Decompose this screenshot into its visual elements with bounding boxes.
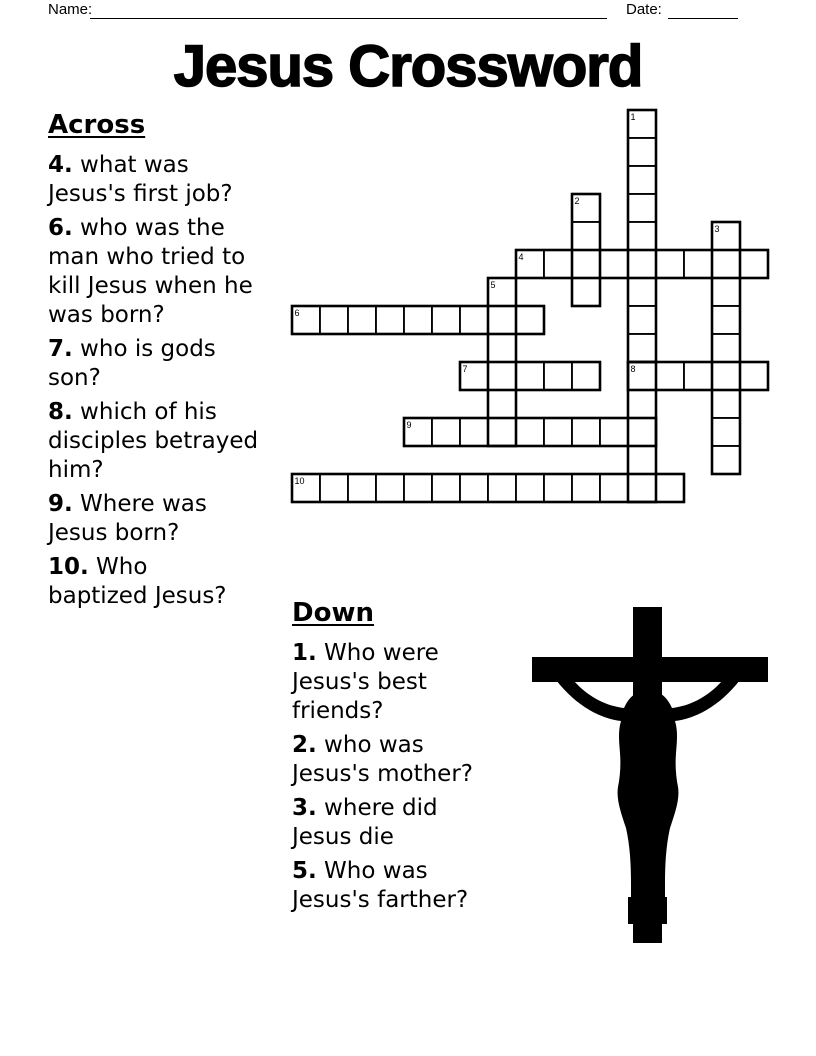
grid-cell	[348, 474, 376, 502]
grid-cell	[348, 306, 376, 334]
cell-number: 8	[630, 364, 636, 374]
grid-cell	[516, 474, 544, 502]
clue-number: 10.	[48, 554, 89, 580]
grid-cell	[404, 306, 432, 334]
grid-cell	[432, 474, 460, 502]
grid-cell	[516, 418, 544, 446]
grid-cell	[628, 334, 656, 362]
clue-number: 2.	[292, 732, 317, 758]
grid-cell	[516, 306, 544, 334]
clue-6: 6. who was the man who tried to kill Jesus when he was born?	[48, 215, 253, 328]
grid-cell	[544, 362, 572, 390]
clue-number: 1.	[292, 640, 317, 666]
grid-cell	[684, 362, 712, 390]
grid-cell	[628, 250, 656, 278]
grid-cell	[460, 474, 488, 502]
grid-cell	[488, 306, 516, 334]
grid-cell	[712, 418, 740, 446]
grid-cell	[488, 362, 516, 390]
grid-cell	[572, 250, 600, 278]
cell-number: 3	[714, 224, 720, 234]
cell-number: 1	[630, 112, 636, 122]
grid-cell	[600, 474, 628, 502]
clue-2: 2. who was Jesus's mother?	[292, 732, 473, 787]
grid-cell	[320, 306, 348, 334]
grid-cell	[460, 306, 488, 334]
grid-cell	[628, 138, 656, 166]
clue-9: 9. Where was Jesus born?	[48, 491, 207, 546]
grid-cell	[376, 306, 404, 334]
grid-cell	[712, 334, 740, 362]
grid-cell	[656, 362, 684, 390]
across-heading: Across	[48, 110, 146, 140]
clue-number: 5.	[292, 858, 317, 884]
clue-4: 4. what was Jesus's first job?	[48, 152, 233, 207]
grid-cell	[488, 418, 516, 446]
grid-cell	[712, 278, 740, 306]
grid-cell	[628, 194, 656, 222]
grid-cell	[572, 222, 600, 250]
down-clue-list	[292, 639, 527, 915]
grid-cell	[432, 306, 460, 334]
grid-cell	[712, 306, 740, 334]
grid-cell	[404, 474, 432, 502]
grid-cell	[712, 362, 740, 390]
grid-cell	[544, 250, 572, 278]
grid-cell	[712, 250, 740, 278]
grid-cell	[628, 222, 656, 250]
grid-cell	[488, 334, 516, 362]
page-title: Jesus Crossword	[173, 34, 643, 99]
clue-3: 3. where did Jesus die	[292, 795, 438, 850]
crucifix-horizontal-beam	[532, 657, 768, 682]
grid-cell	[516, 362, 544, 390]
grid-cell	[740, 250, 768, 278]
date-label: Date:	[626, 1, 662, 18]
grid-cell	[712, 446, 740, 474]
grid-cell	[656, 250, 684, 278]
name-label: Name:	[48, 1, 93, 18]
clue-10: 10. Who baptized Jesus?	[48, 554, 227, 609]
grid-cell	[600, 250, 628, 278]
grid-cell	[488, 390, 516, 418]
grid-cell	[572, 278, 600, 306]
grid-cell	[572, 418, 600, 446]
grid-cell	[740, 362, 768, 390]
crucifix-body	[556, 680, 740, 898]
grid-cell	[544, 474, 572, 502]
clue-number: 9.	[48, 491, 73, 517]
down-heading: Down	[292, 598, 374, 628]
clue-number: 6.	[48, 215, 73, 241]
clue-number: 4.	[48, 152, 73, 178]
cell-number: 2	[574, 196, 580, 206]
cell-number: 5	[490, 280, 496, 290]
grid-cell	[628, 390, 656, 418]
grid-cell	[628, 166, 656, 194]
grid-cell	[376, 474, 404, 502]
cell-number: 7	[462, 364, 468, 374]
crucifix-foot-block	[628, 897, 667, 924]
grid-cell	[488, 474, 516, 502]
cell-number: 6	[294, 308, 300, 318]
clue-7: 7. who is gods son?	[48, 336, 216, 391]
grid-cell	[460, 418, 488, 446]
grid-cell	[600, 418, 628, 446]
clue-8: 8. which of his disciples betrayed him?	[48, 399, 259, 483]
clue-number: 7.	[48, 336, 73, 362]
cell-number: 4	[518, 252, 524, 262]
grid-cell	[684, 250, 712, 278]
grid-cell	[320, 474, 348, 502]
grid-cell	[628, 278, 656, 306]
clue-number: 3.	[292, 795, 317, 821]
grid-cell	[432, 418, 460, 446]
grid-cell	[628, 474, 656, 502]
grid-cell	[628, 446, 656, 474]
grid-cell	[572, 474, 600, 502]
grid-cell	[628, 306, 656, 334]
clue-number: 8.	[48, 399, 73, 425]
clue-1: 1. Who were Jesus's best friends?	[292, 640, 439, 724]
grid-cell	[712, 390, 740, 418]
grid-cell	[628, 418, 656, 446]
grid-cell	[656, 474, 684, 502]
cell-number: 10	[294, 476, 305, 486]
crucifix-image	[528, 600, 773, 945]
down-section	[292, 598, 527, 920]
grid-cell	[572, 362, 600, 390]
clue-5: 5. Who was Jesus's farther?	[292, 858, 469, 913]
cell-number: 9	[406, 420, 412, 430]
grid-cell	[544, 418, 572, 446]
